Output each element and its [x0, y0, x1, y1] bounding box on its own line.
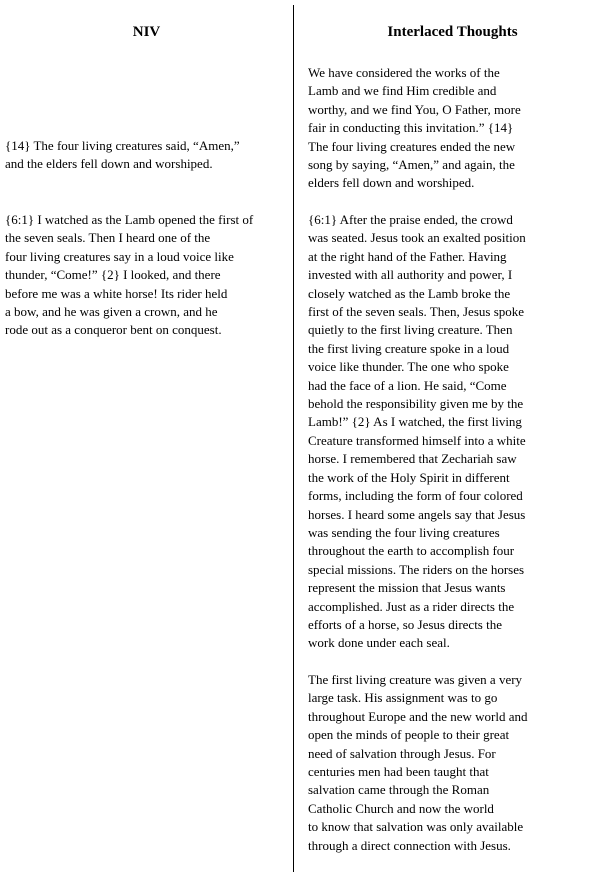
niv-column-header: NIV [132, 24, 161, 40]
interlaced-paragraph-1: We have considered the works of the Lamb and we find Him credible and worthy, and we find You, O Father, more fair in conducting this invitation.” {14} The four living creatures ended the new song by saying, “Amen,” and again, the elders fell down and worshiped. [308, 65, 521, 191]
interlaced-paragraph-2: {6:1} After the praise ended, the crowd was seated. Jesus took an exalted position at the right hand of the Father. Having invested with all authority and power, I closely watched as the Lamb broke the first of the seven seals. Then, Jesus spoke quietly to the first living creature. Then the first living creature spoke in a loud voice like thunder. The one who spoke had the face of a lion. He said, “Come behold the responsibility given me by the Lamb!” {2} As I watched, the first living Creature transformed himself into a white horse. I remembered that Zechariah saw the work of the Holy Spirit in different forms, including the form of four colored horses. I heard some angels say that Jesus was sending the four living creatures throughout the earth to accomplish four special missions. The riders on the horses represent the mission that Jesus wants accomplished. Just as a rider directs the efforts of a horse, so Jesus directs the work done under each seal. [308, 212, 526, 651]
column-divider [293, 5, 294, 872]
niv-verse-14: {14} The four living creatures said, “Amen,” and the elders fell down and worshiped. [5, 138, 240, 172]
niv-verse-6-1: {6:1} I watched as the Lamb opened the first of the seven seals. Then I heard one of the four living creatures say in a loud voice like thunder, “Come!” {2} I looked, and there before me was a white horse! Its rider held a bow, and he was given a crown, and he rode out as a conqueror bent on conquest. [5, 212, 254, 338]
interlaced-paragraph-3: The first living creature was given a very large task. His assignment was to go throughout Europe and the new world and open the minds of people to their great need of salvation through Jesus. For centuries men had been taught that salvation came through the Roman Catholic Church and now the world to know that salvation was only available through a direct connection with Jesus. [308, 672, 528, 853]
interlaced-thoughts-column-header: Interlaced Thoughts [387, 24, 518, 40]
